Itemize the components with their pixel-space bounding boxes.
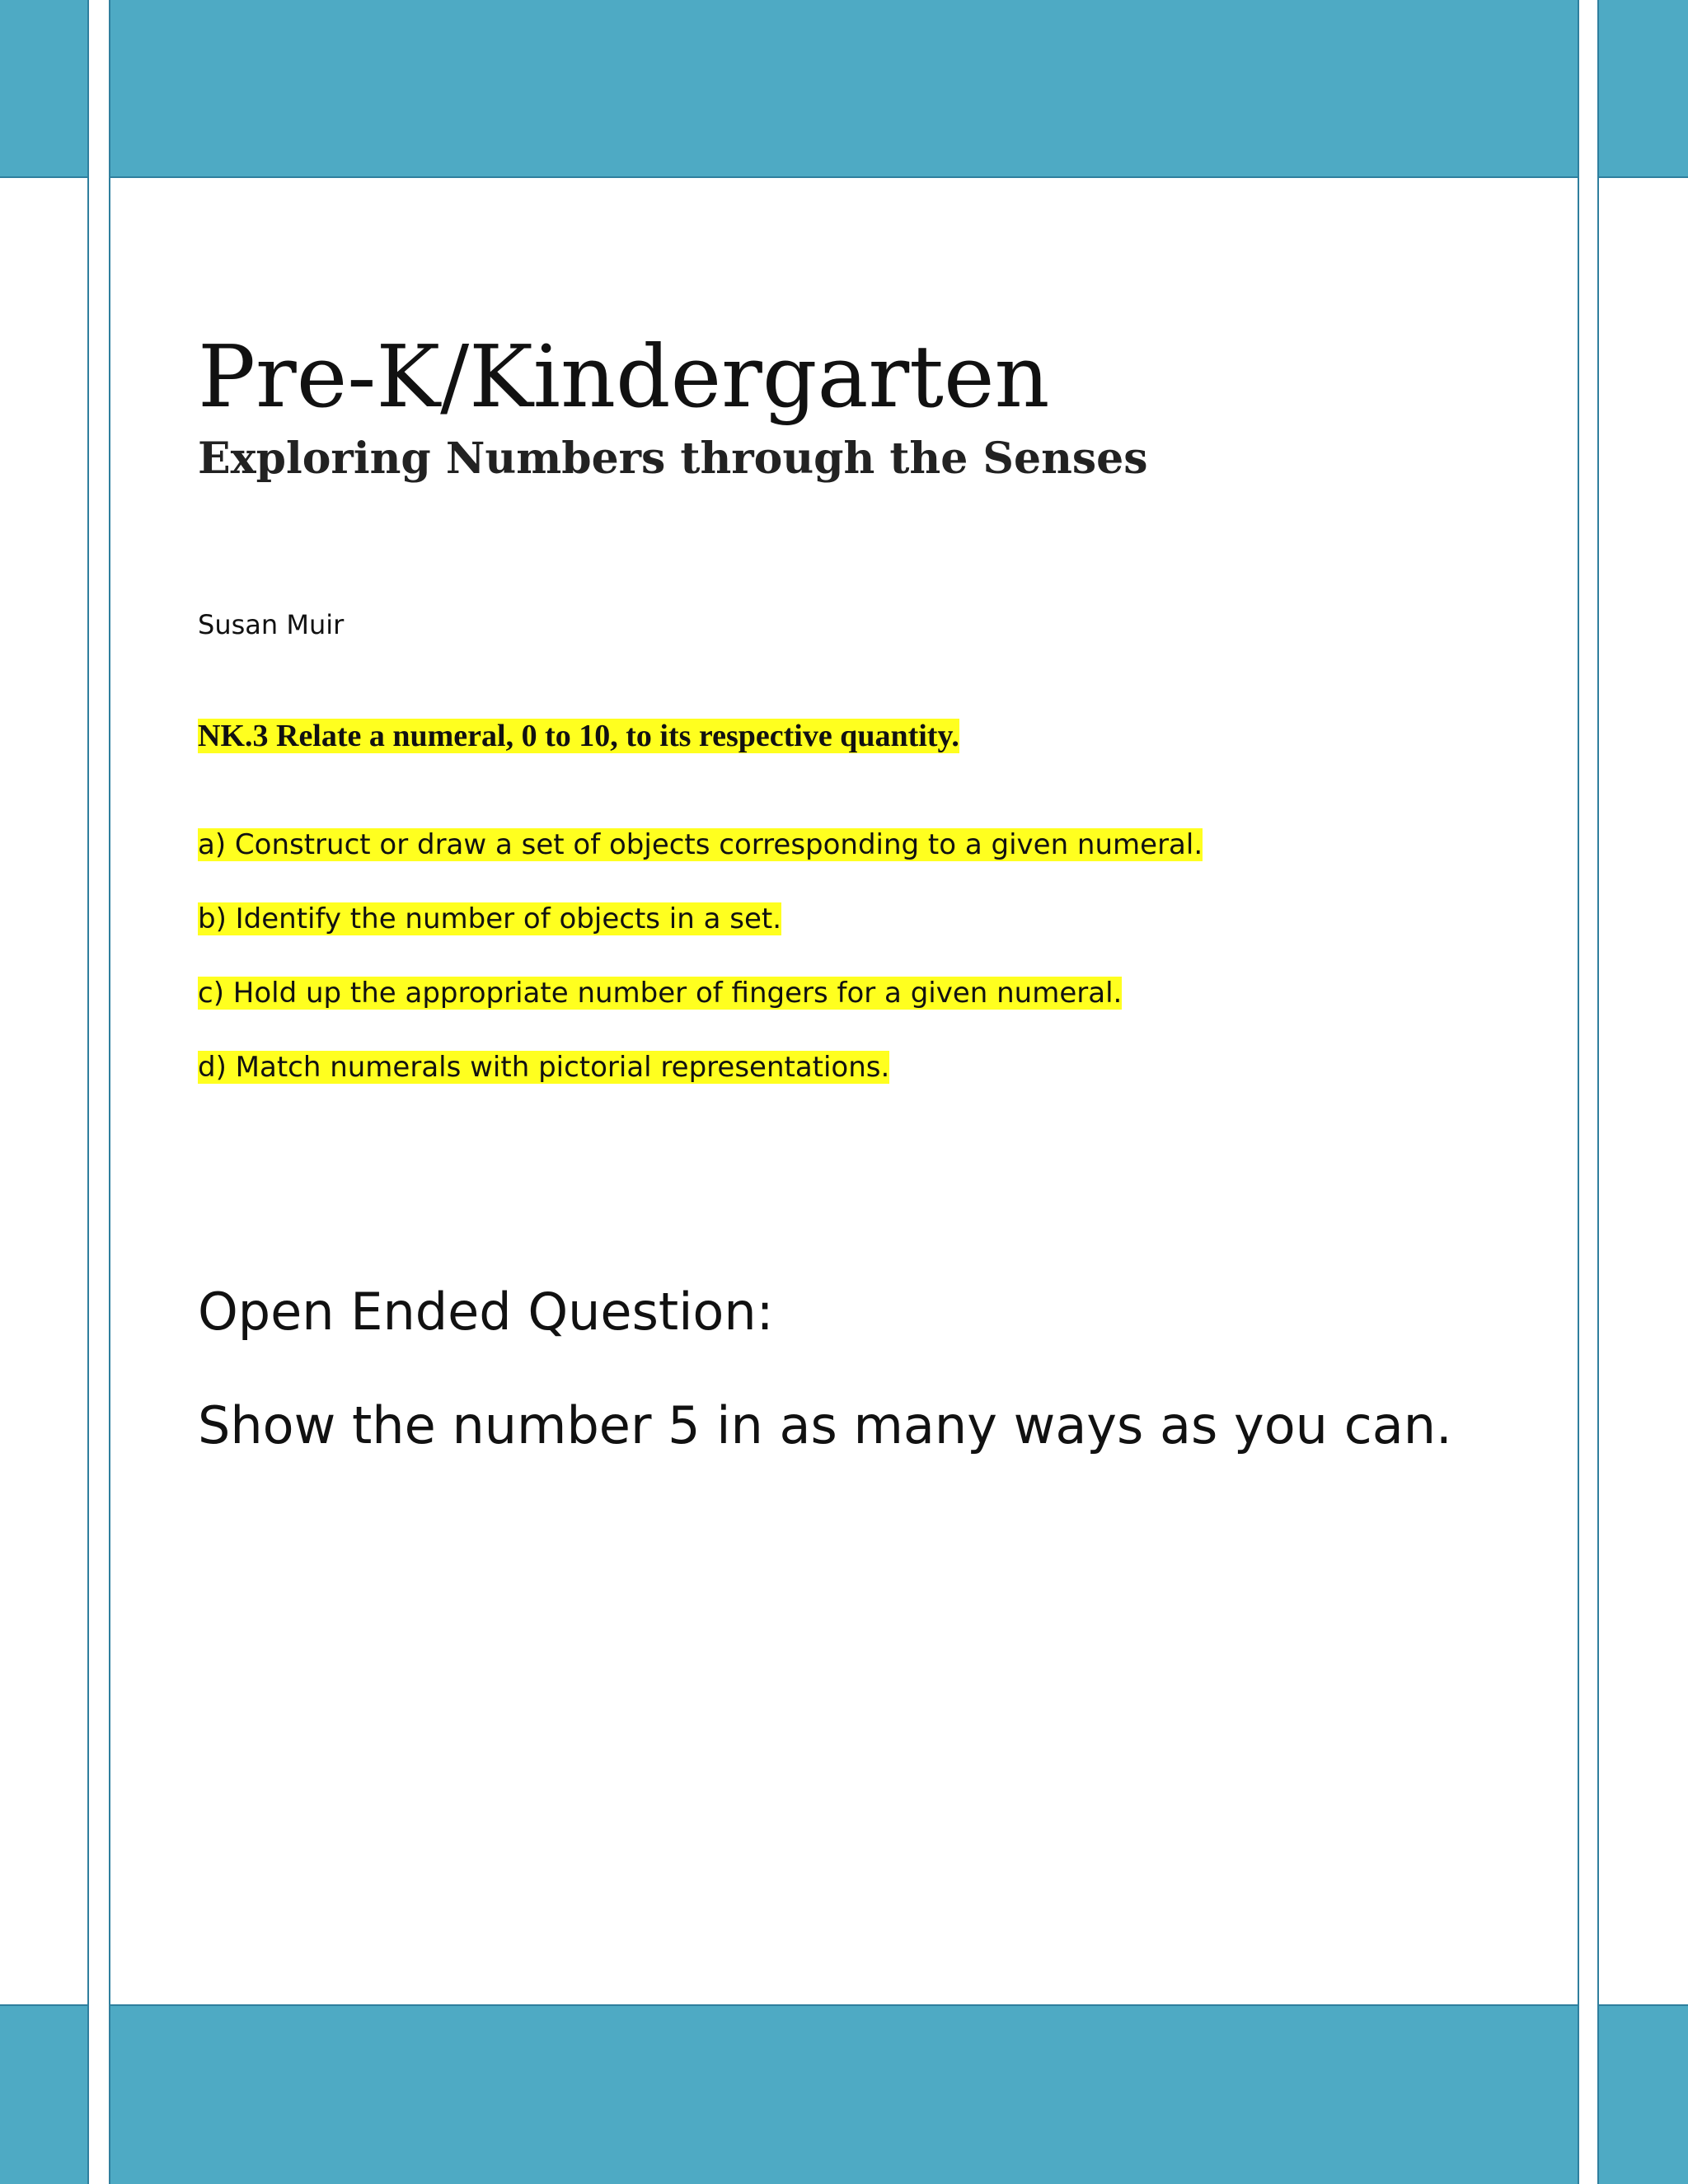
header-band-right	[1597, 0, 1688, 178]
objective-text: c) Hold up the appropriate number of fingers for a given numeral.	[198, 977, 1123, 1010]
objective-item	[198, 1047, 1203, 1121]
objective-item	[198, 972, 1203, 1047]
page-rule-right-outer	[1597, 0, 1599, 2184]
objective-item	[198, 898, 1203, 972]
objective-text: b) Identify the number of objects in a set.	[198, 902, 782, 935]
footer-band	[109, 2004, 1579, 2184]
page-rule-left-outer	[87, 0, 89, 2184]
standard-statement	[198, 714, 959, 758]
header-band-left	[0, 0, 89, 178]
document-subtitle: Exploring Numbers through the Senses	[198, 434, 1148, 484]
footer-band-left	[0, 2004, 89, 2184]
footer-band-right	[1597, 2004, 1688, 2184]
document-title: Pre-K/Kindergarten	[198, 326, 1050, 427]
objective-text: a) Construct or draw a set of objects corresponding to a given numeral.	[198, 828, 1203, 861]
question-label: Open Ended Question:	[198, 1282, 774, 1342]
header-band	[109, 0, 1579, 178]
objectives-list	[198, 824, 1203, 1121]
page-rule-right-inner	[1578, 0, 1579, 2184]
question-text: Show the number 5 in as many ways as you can.	[198, 1395, 1452, 1455]
author-name: Susan Muir	[198, 609, 345, 640]
objective-item	[198, 824, 1203, 898]
standard-text: NK.3 Relate a numeral, 0 to 10, to its respective quantity.	[198, 719, 959, 753]
objective-text: d) Match numerals with pictorial representations.	[198, 1051, 890, 1084]
page-rule-left-inner	[109, 0, 110, 2184]
